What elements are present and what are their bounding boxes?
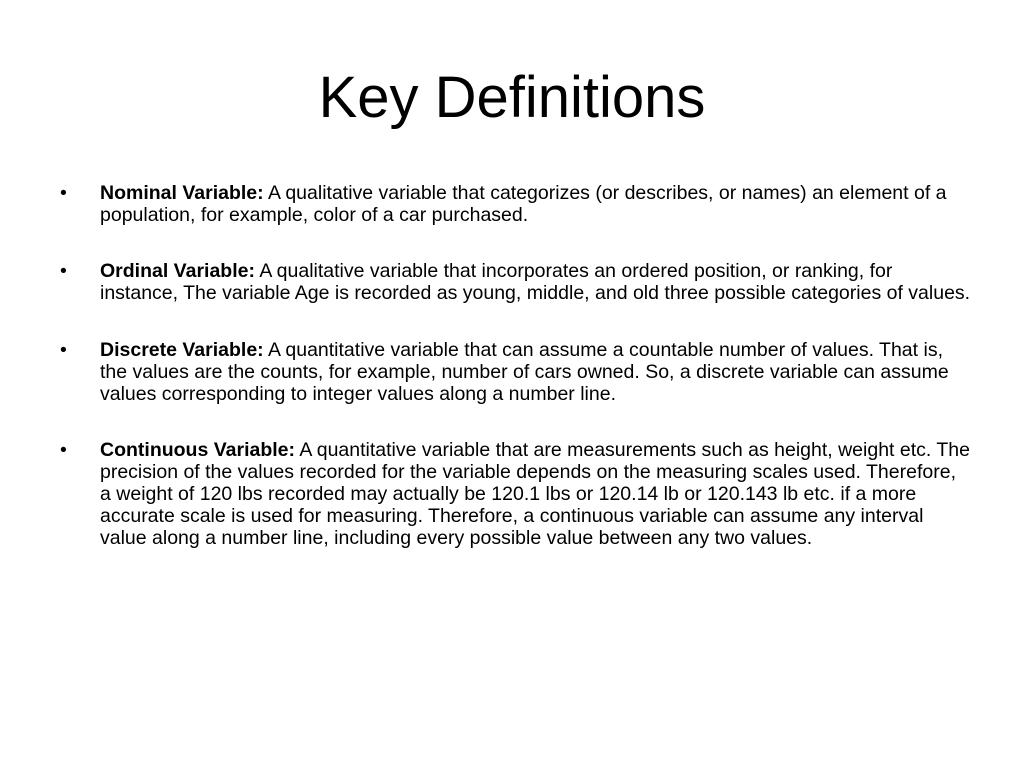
definition-text: A qualitative variable that categorizes (or describes, or names) an element of a population, for example, color of a car purchased. [100,182,947,226]
bullet-icon: • [60,260,67,282]
definition-term: Ordinal Variable: [100,260,255,282]
bullet-icon: • [60,339,67,361]
bullet-icon: • [60,439,67,461]
definition-list [52,182,972,583]
definition-item-continuous [52,439,972,549]
definition-text: A quantitative variable that are measurements such as height, weight etc. The precision of the values recorded for the variable depends on the measuring scales used. Therefore, a weight of 120 lbs recorded may actually be 120.1 lbs or 120.14 lb or 120.143 lb etc. if a more accurate scale is used for measuring. Therefore, a continuous variable can assume any interval value along a number line, including every possible value between any two values. [100,439,970,549]
slide-title: Key Definitions [318,65,706,130]
definition-term: Discrete Variable: [100,339,264,361]
definition-item-nominal [52,182,972,226]
definition-term: Nominal Variable: [100,182,264,204]
bullet-icon: • [60,182,67,204]
definition-text: A qualitative variable that incorporates an ordered position, or ranking, for instance, The variable Age is recorded as young, middle, and old three possible categories of values. [100,260,971,304]
definition-item-ordinal [52,260,972,304]
definition-term: Continuous Variable: [100,439,296,461]
definition-text: A quantitative variable that can assume a countable number of values. That is, the values are the counts, for example, number of cars owned. So, a discrete variable can assume values corresponding to integer values along a number line. [100,339,949,405]
definition-item-discrete [52,339,972,405]
